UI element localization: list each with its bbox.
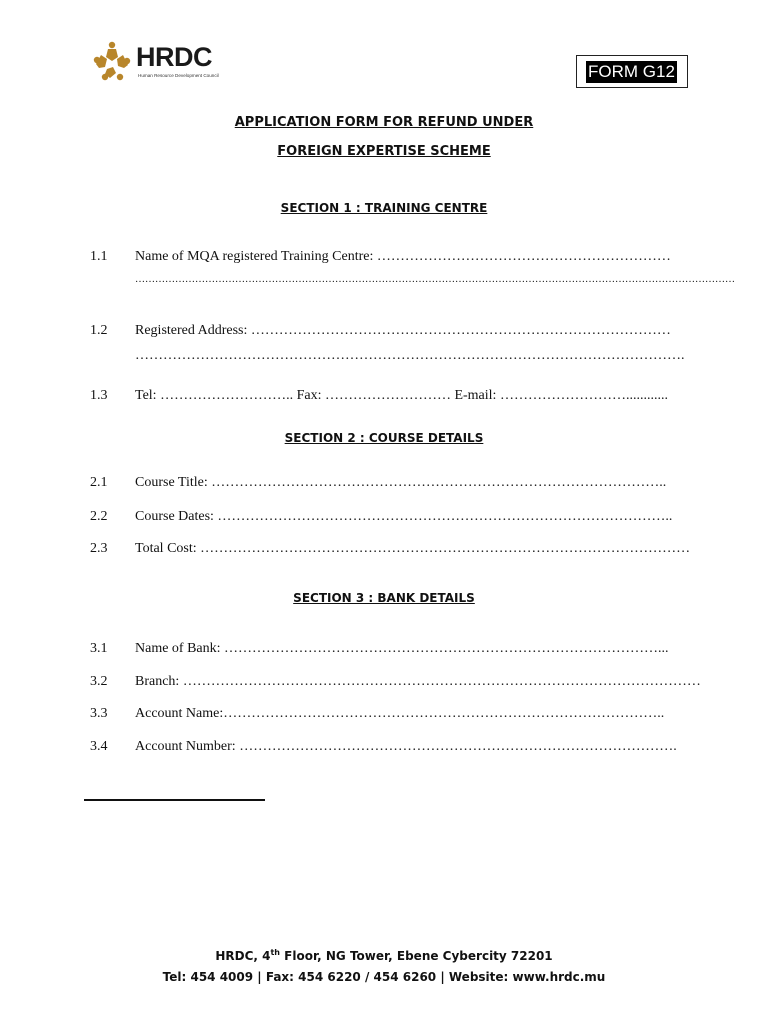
form-title-line2: FOREIGN EXPERTISE SCHEME xyxy=(277,144,491,159)
form-title-line1: APPLICATION FORM FOR REFUND UNDER xyxy=(234,115,534,130)
field-number: 3.3 xyxy=(90,706,108,721)
hrdc-logo-icon xyxy=(92,40,132,82)
field-label: Registered Address: ……………………………………………………………………………… xyxy=(135,323,671,338)
footer-address-prefix: HRDC, 4 xyxy=(215,949,271,963)
field-number: 1.2 xyxy=(90,323,108,338)
section-2-heading: SECTION 2 : COURSE DETAILS xyxy=(284,431,484,445)
form-code: FORM G12 xyxy=(588,62,675,81)
field-number: 1.1 xyxy=(90,249,108,264)
field-number: 1.3 xyxy=(90,388,108,403)
field-number: 2.1 xyxy=(90,475,108,490)
field-number: 3.4 xyxy=(90,739,108,754)
field-label: Account Name:………………………………………………………………………………….. xyxy=(135,706,665,721)
field-1-1-continuation[interactable]: ……………………………………………………………………………………………………………………………………………………………… xyxy=(135,274,735,285)
logo-subtext: Human Resource Development Council xyxy=(138,73,219,78)
form-code-box xyxy=(576,55,688,88)
field-number: 3.2 xyxy=(90,674,108,689)
field-label: Branch: ………………………………………………………………………………………………… xyxy=(135,674,701,689)
logo-wordmark: HRDC xyxy=(136,42,212,72)
footnote-separator xyxy=(84,799,265,801)
field-label: Account Number: …………………………………………………………………………………. xyxy=(135,739,677,754)
field-number: 3.1 xyxy=(90,641,108,656)
field-label: Name of MQA registered Training Centre: ……………………………………………………… xyxy=(135,249,671,264)
field-label: Name of Bank: …………………………………………………………………………………... xyxy=(135,641,669,656)
field-1-2-continuation[interactable]: ………………………………………………………………………………………………………. xyxy=(135,348,685,363)
field-number: 2.3 xyxy=(90,541,108,556)
field-number: 2.2 xyxy=(90,509,108,524)
section-3-heading: SECTION 3 : BANK DETAILS xyxy=(293,591,475,605)
field-label: Course Dates: …………………………………………………………………………………….. xyxy=(135,509,673,524)
section-1-heading: SECTION 1 : TRAINING CENTRE xyxy=(280,201,488,215)
footer-address xyxy=(0,948,768,963)
hrdc-logo xyxy=(92,40,232,84)
footer-address-suffix: Floor, NG Tower, Ebene Cybercity 72201 xyxy=(280,949,553,963)
footer-contact: Tel: 454 4009 | Fax: 454 6220 / 454 6260 | Website: www.hrdc.mu xyxy=(162,970,606,984)
field-label: Course Title: …………………………………………………………………………………….. xyxy=(135,475,667,490)
field-label: Total Cost: …………………………………………………………………………………………… xyxy=(135,541,691,556)
footer-address-sup: th xyxy=(270,948,280,957)
field-label: Tel: ……………………….. Fax: ……………………… E-mail: ………………………............ xyxy=(135,388,668,403)
